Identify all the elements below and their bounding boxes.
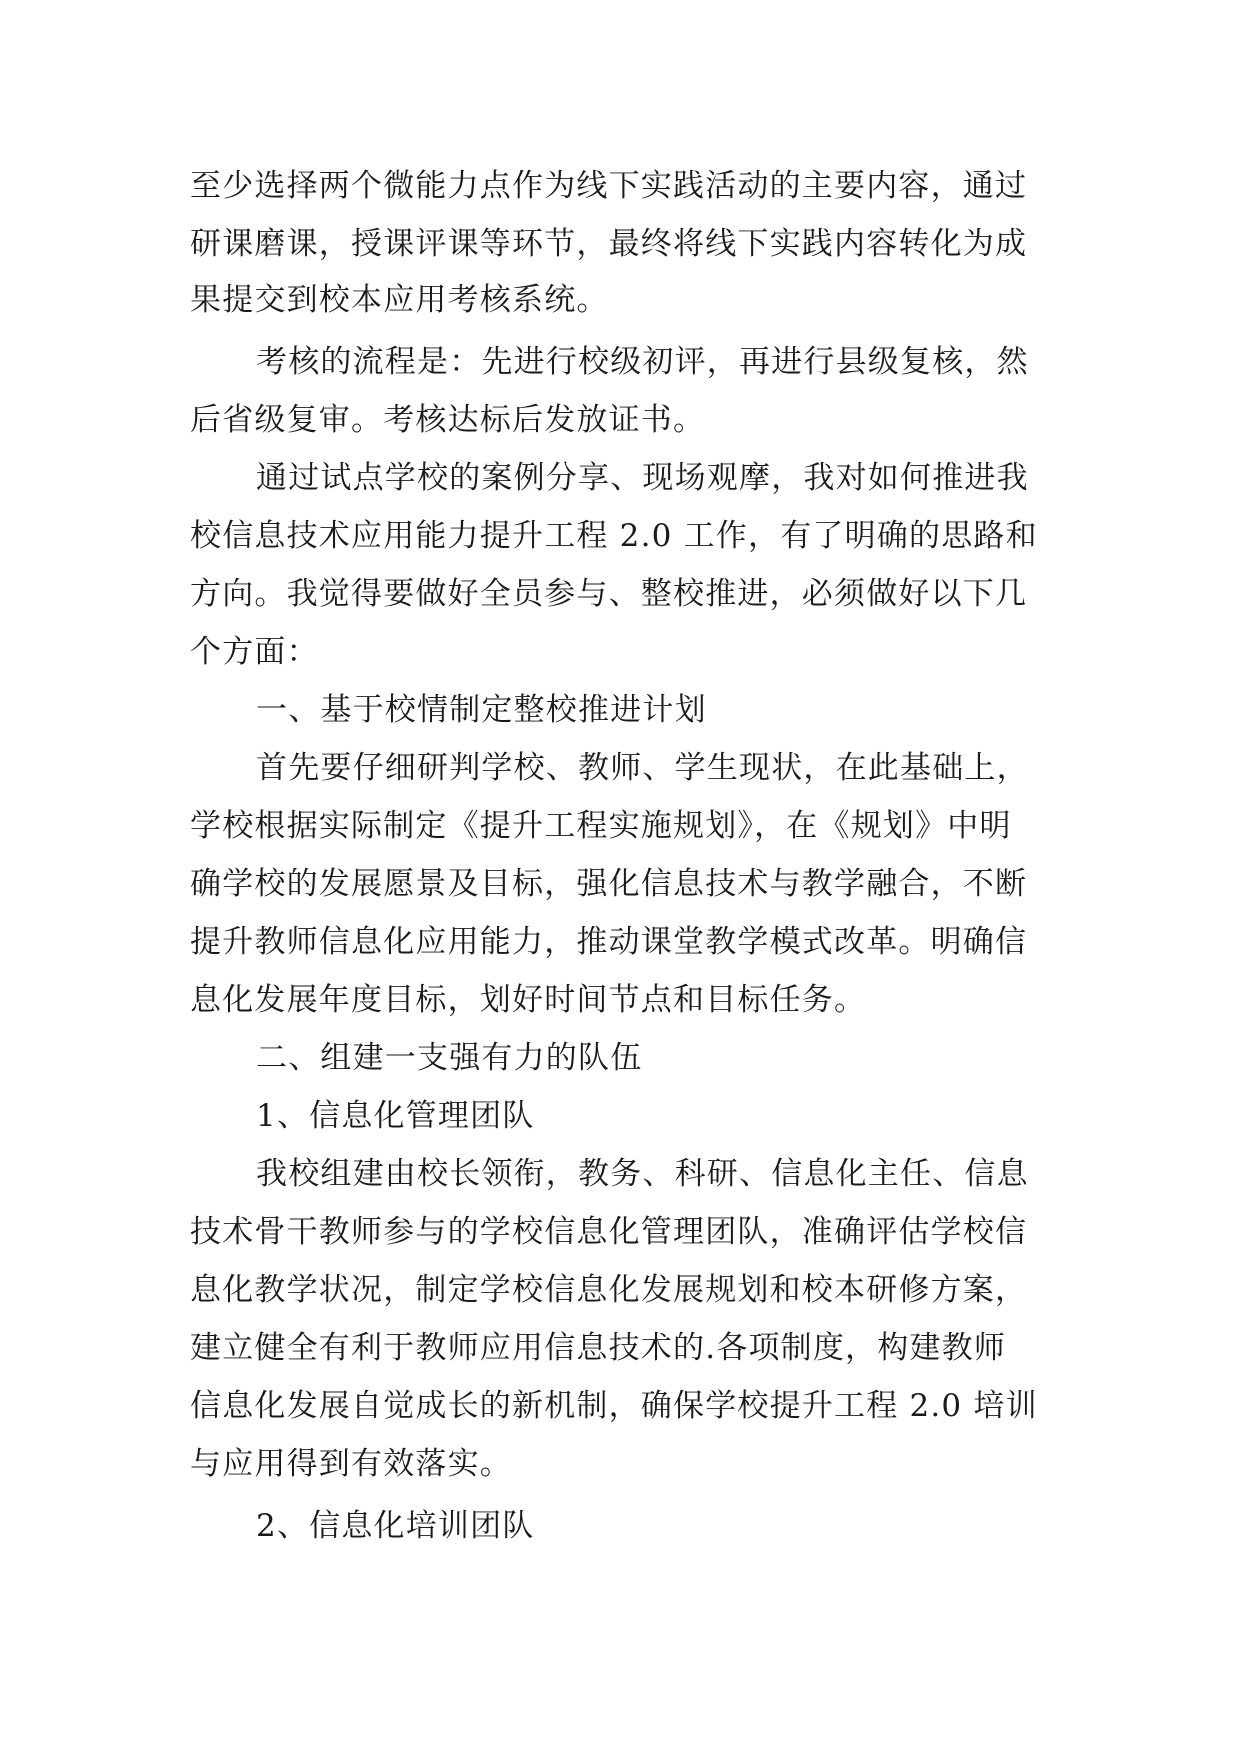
text-line: 果提交到校本应用考核系统。 (190, 282, 609, 318)
text-line: 技术骨干教师参与的学校信息化管理团队，准确评估学校信 (190, 1214, 1028, 1250)
text-line: 与应用得到有效落实。 (190, 1446, 512, 1482)
section-heading: 一、基于校情制定整校推进计划 (256, 692, 707, 728)
text-line: 通过试点学校的案例分享、现场观摩，我对如何推进我 (256, 460, 1029, 496)
text-line: 方向。我觉得要做好全员参与、整校推进，必须做好以下几 (190, 576, 1028, 612)
text-line: 建立健全有利于教师应用信息技术的.各项制度，构建教师 (190, 1330, 1007, 1366)
text-line: 确学校的发展愿景及目标，强化信息技术与教学融合，不断 (190, 866, 1028, 902)
subsection-heading: 1、信息化管理团队 (256, 1098, 535, 1134)
text-line: 至少选择两个微能力点作为线下实践活动的主要内容，通过 (190, 168, 1028, 204)
text-line: 个方面： (190, 634, 319, 670)
text-line: 校信息技术应用能力提升工程 2.0 工作，有了明确的思路和 (190, 518, 1038, 554)
text-line: 提升教师信息化应用能力，推动课堂教学模式改革。明确信 (190, 924, 1028, 960)
text-line: 首先要仔细研判学校、教师、学生现状，在此基础上， (256, 750, 1029, 786)
text-line: 后省级复审。考核达标后发放证书。 (190, 402, 706, 438)
text-line: 考核的流程是：先进行校级初评，再进行县级复核，然 (256, 344, 1029, 380)
text-line: 研课磨课，授课评课等环节，最终将线下实践内容转化为成 (190, 226, 1028, 262)
section-heading: 二、组建一支强有力的队伍 (256, 1040, 643, 1076)
text-line: 息化教学状况，制定学校信息化发展规划和校本研修方案， (190, 1272, 1028, 1308)
text-line: 信息化发展自觉成长的新机制，确保学校提升工程 2.0 培训 (190, 1388, 1038, 1424)
text-line: 息化发展年度目标，划好时间节点和目标任务。 (190, 982, 867, 1018)
text-line: 学校根据实际制定《提升工程实施规划》，在《规划》中明 (190, 808, 1012, 844)
subsection-heading: 2、信息化培训团队 (256, 1508, 535, 1544)
text-line: 我校组建由校长领衔，教务、科研、信息化主任、信息 (256, 1156, 1029, 1192)
